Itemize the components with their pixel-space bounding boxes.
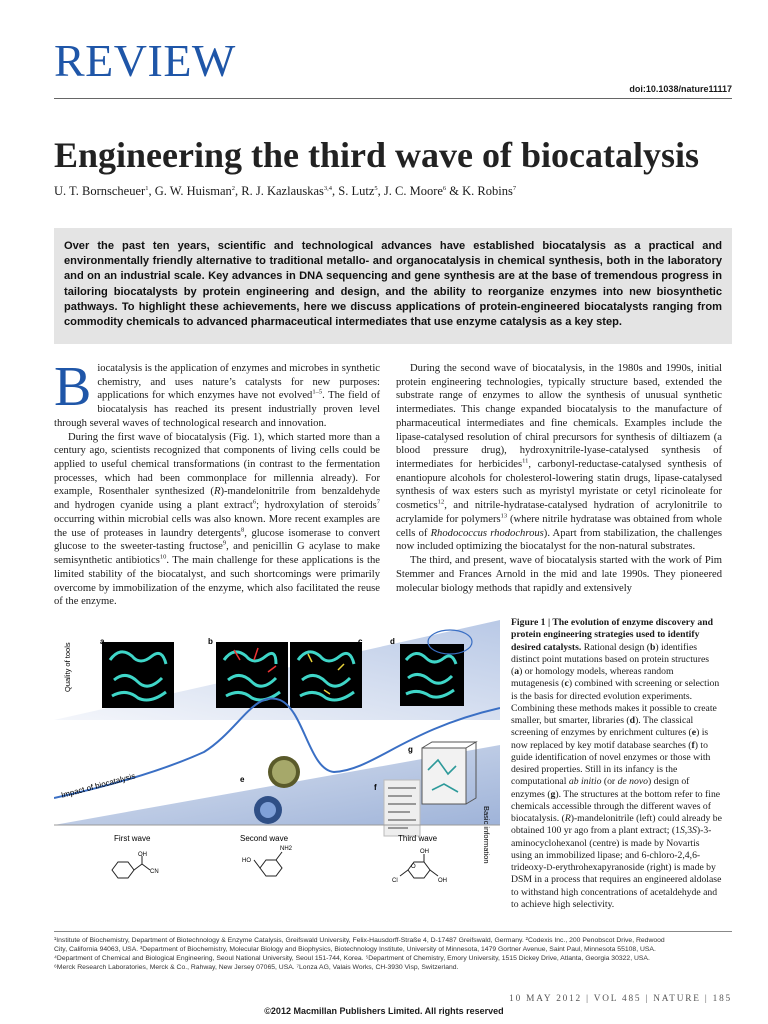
drop-cap: B bbox=[54, 356, 92, 418]
copyright: ©2012 Macmillan Publishers Limited. All rights reserved bbox=[264, 1006, 504, 1016]
author-affiliation: 6 bbox=[442, 184, 447, 192]
author: R. J. Kazlauskas bbox=[241, 184, 324, 198]
panel-label: f bbox=[374, 783, 377, 792]
figure-caption: Figure 1 | The evolution of enzyme discovery and protein engineering strategies used to identify desired catalysts. Rational design (b) identifies distinct point mutations based on protein structures (a) or homology models, whereas random mutagenesis (c) combined with screening or selection is the basis for directed evolution experiments. Combining these methods makes it possible to create smaller, but smarter, libraries (d). The classical screening of enzymes by enrichment cultures (e) is now replaced by key motif database searches (f) to guide identification of novel enzymes or those with desired properties. Still in its infancy is the computational ab initio (or de novo) design of enzymes (g). The structures at the bottom refer to fine chemicals accessible through the different waves of biocatalysis. (R)-mandelonitrile (left) could already be obtained 100 yr ago from a plant extract; (1S,3S)-3-aminocyclohexanol (centre) is made by Novartis using an immobilized lipase; and 6-chloro-2,4,6-trideoxy-D-erythrohexapyranoside (right) is made by DSM in a process that requires an engineered aldolase to withstand high concentrations of acetaldehyde and to achieve high selectivity. bbox=[511, 617, 722, 910]
author-affiliation: 3,4 bbox=[323, 184, 333, 192]
mol-label: Cl bbox=[392, 878, 398, 884]
figure-1 bbox=[54, 620, 500, 892]
paragraph: During the second wave of biocatalysis, in the 1980s and 1990s, initial protein engineering technologies, typically structure based, extended the substrate range of enzymes to allow the synthesis of unusual synthetic intermediates. This change expanded biocatalysis to the manufacture of pharmaceutical intermediates and fine chemicals. Examples include the lipase-catalysed resolution of chiral precursors for synthesis of diltiazem (a blood pressure drug), hydroxynitrile-lyase-catalysed synthesis of intermediates for herbicides$^{11}$, carbonyl-reductase-catalysed synthesis of enantiopure alcohols for cholesterol-lowering statin drugs, lipase-catalysed synthesis of wax esters such as myristyl myristate or cetyl ricinoleate for cosmetics$^{12}$, and nitrile-hydratase-catalysed hydration of acrylonitrile to acrylamide for polymers$^{13}$ (where nitrile hydratase was obtained from whole cells of Rhodococcus rhodochrous). Apart from stabilization, the challenges now included optimizing the biocatalyst for the non-natural substrates. bbox=[396, 363, 722, 553]
panel-label: g bbox=[408, 745, 413, 754]
affiliation-line: ¹Institute of Biochemistry, Department of Biotechnology & Enzyme Catalysis, Greifswald University, Felix-Hausdorff-Straße 4, D-17487 Greifswald, Germany. ²Codexis Inc., 200 Penobscot Drive, Redwood bbox=[54, 937, 665, 944]
molecule-pyranoside bbox=[400, 854, 438, 878]
panel-label: d bbox=[390, 637, 395, 646]
mol-label: OH bbox=[438, 878, 447, 884]
y-label-quality-of-tools: Quality of tools bbox=[63, 642, 72, 692]
mol-label: HO bbox=[242, 858, 251, 864]
panel-f-database bbox=[384, 780, 420, 836]
paragraph: The third, and present, wave of biocatalysis started with the work of Pim Stemmer and Frances Arnold in the mid and late 1990s. They pioneered molecular biology methods that rapidly and extensively bbox=[396, 555, 722, 594]
section-label: REVIEW bbox=[54, 35, 236, 86]
journal-footer: 10 MAY 2012 | VOL 485 | NATURE | 185 bbox=[509, 994, 732, 1004]
paragraph: During the first wave of biocatalysis (Fig. 1), which started more than a century ago, scientists recognized that components of living cells could be applied to useful chemical transformations (in contrast to the fermentation processes, which had been commonplace for millennia already). For example, Rosenthaler synthesized (R)-mandelonitrile from benzaldehyde and hydrogen cyanide using a plant extract$^6$; hydroxylation of steroids$^7$ occurring within microbial cells was also known. More recent examples are the use of proteases in laundry detergents$^8$, glucose isomerase to convert glucose to the sweeter-tasting fructose$^9$, and penicillin G acylase to make semisynthetic antibiotics$^{10}$. The main challenge for these applications is the limited stability of the biocatalyst, and such shortcomings were primarily overcome by immobilization of the enzyme, which also facilitated the reuse of the enzyme. bbox=[54, 431, 381, 608]
citation[interactable]: 10 bbox=[159, 553, 167, 561]
paragraph: Biocatalysis is the application of enzymes and microbes in synthetic chemistry, and uses nature’s catalysts for new purposes: applications for which enzymes have not evolved$^{1-5}$. The field of biocatalysis has reached its present industrially proven level through several waves of technological research and innovation. bbox=[54, 356, 380, 429]
author: J. C. Moore bbox=[383, 184, 443, 198]
citation[interactable]: 7 bbox=[376, 498, 380, 506]
author-affiliation: 2 bbox=[231, 184, 236, 192]
citation[interactable]: 6 bbox=[252, 498, 257, 506]
doi[interactable]: doi:10.1038/nature11117 bbox=[629, 84, 732, 94]
panel-label: a bbox=[100, 637, 105, 646]
panel-label: b bbox=[208, 637, 213, 646]
mol-label: NH2 bbox=[280, 846, 293, 852]
mol-label: OH bbox=[138, 852, 147, 858]
affiliations bbox=[54, 936, 734, 972]
author-affiliation: 5 bbox=[374, 184, 378, 192]
author-affiliation: 1 bbox=[145, 184, 149, 192]
mol-label: O bbox=[411, 864, 416, 870]
citation[interactable]: 9 bbox=[222, 539, 227, 547]
author: S. Lutz bbox=[338, 184, 375, 198]
molecule-mandelonitrile bbox=[112, 856, 150, 878]
y-label-basic-information: Basic information bbox=[482, 806, 491, 864]
citation[interactable]: 1–5 bbox=[312, 388, 323, 396]
panel-c-structure bbox=[290, 642, 362, 708]
panel-a-structure bbox=[102, 642, 174, 708]
citation[interactable]: 8 bbox=[240, 526, 245, 534]
header-rule bbox=[54, 98, 732, 99]
affiliation-line: ⁴Department of Chemical and Biological Engineering, Seoul National University, Seoul 151-744, Korea. ⁵Department of Chemistry, Emory University, 1515 Dickey Drive, Atlanta, Georgia 30322, USA. bbox=[54, 955, 650, 963]
citation[interactable]: 13 bbox=[500, 512, 508, 520]
affiliation-line: City, California 94063, USA. ³Department of Biochemistry, Molecular Biology and Biophysics, Biotechnology Institute, University of Minnesota, 1479 Gortner Avenue, Saint Paul, Minnesota 55108, USA. bbox=[54, 946, 656, 954]
citation[interactable]: 11 bbox=[522, 457, 529, 465]
article-title: Engineering the third wave of biocatalysis bbox=[54, 135, 699, 175]
molecule-aminocyclohexanol bbox=[254, 852, 282, 876]
mol-label: OH bbox=[420, 849, 429, 855]
author: K. Robins bbox=[462, 184, 513, 198]
impact-curve-label: Impact of biocatalysis bbox=[60, 771, 137, 800]
author-list: U. T. Bornscheuer$^1$, G. W. Huisman$^2$, R. J. Kazlauskas$^{3,4}$, S. Lutz$^5$, J. C. Moore$^6$ & K. Robins$^7$ bbox=[54, 184, 517, 198]
body-column-right bbox=[396, 362, 722, 595]
citation[interactable]: 12 bbox=[437, 498, 445, 506]
wave-label-second: Second wave bbox=[240, 834, 289, 843]
affiliation-line: ⁶Merck Research Laboratories, Merck & Co., Rahway, New Jersey 07065, USA. ⁷Lonza AG, Valais Works, CH-3930 Visp, Switzerland. bbox=[54, 964, 459, 972]
wave-label-first: First wave bbox=[114, 834, 151, 843]
author: U. T. Bornscheuer bbox=[54, 184, 146, 198]
footnote-rule bbox=[54, 931, 732, 932]
author-affiliation: 7 bbox=[512, 184, 517, 192]
panel-label: e bbox=[240, 775, 245, 784]
abstract: Over the past ten years, scientific and technological advances have established biocatalysis as a practical and environmentally friendly alternative to traditional metallo- and organocatalysis in chemical synthesis, both in the laboratory and on an industrial scale. Key advances in DNA sequencing and gene synthesis are at the base of tremendous progress in tailoring biocatalysts by protein engineering and design, and the ability to reorganize enzymes into new biosynthetic pathways. To highlight these achievements, here we discuss applications of protein-engineered biocatalysts ranging from commodity chemicals to advanced pharmaceutical intermediates that use enzyme catalysis as a key step. bbox=[54, 228, 732, 344]
body-column-left bbox=[54, 356, 381, 609]
mol-label: CN bbox=[150, 869, 159, 875]
wave-label-third: Third wave bbox=[398, 834, 438, 843]
panel-label: c bbox=[358, 637, 363, 646]
author: G. W. Huisman bbox=[154, 184, 232, 198]
